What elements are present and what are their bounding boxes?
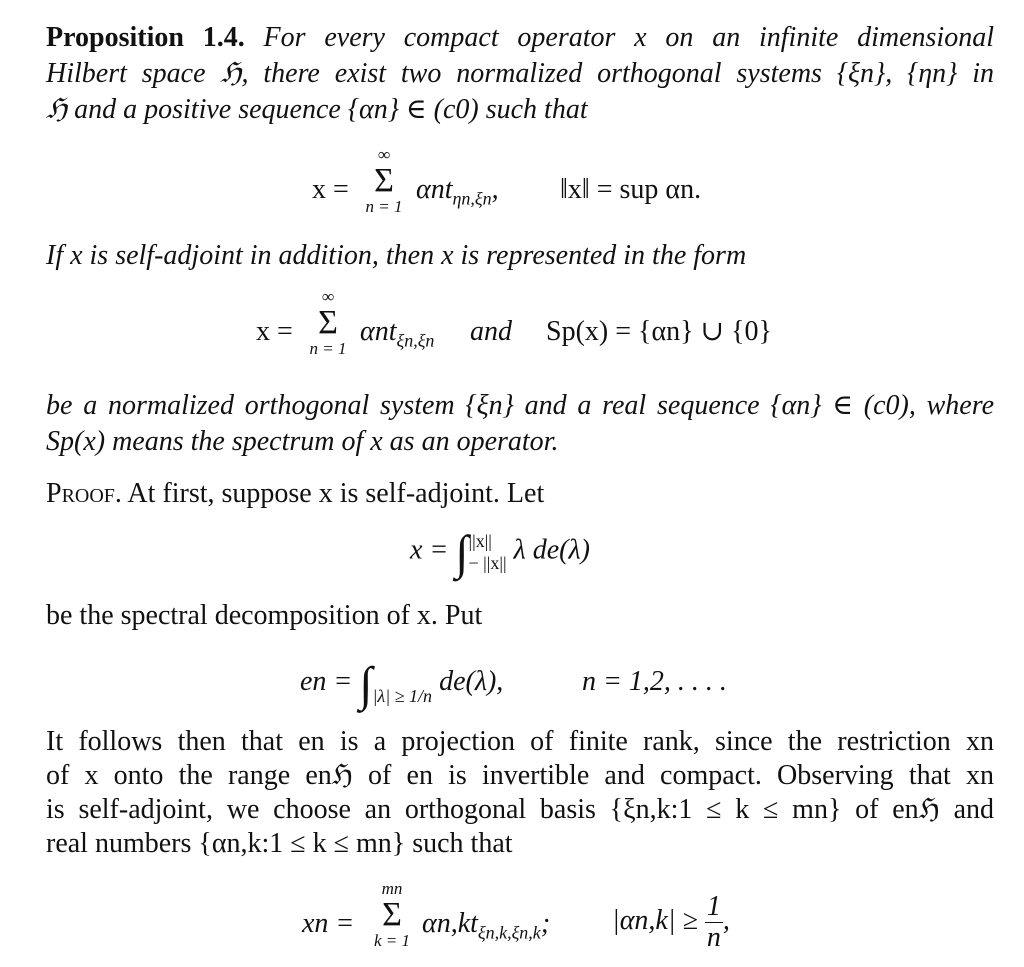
bound-comma: , xyxy=(722,904,730,936)
equation-2-lhs: x = xyxy=(256,316,293,347)
equation-3-lhs: x = xyxy=(410,534,449,566)
term-comma: , xyxy=(491,174,499,205)
proposition-line-2: Hilbert space ℌ, there exist two normalized orthogonal systems {ξn}, {ηn} in xyxy=(46,58,994,89)
proof-text: At first, suppose x is self-adjoint. Let xyxy=(127,478,545,509)
paragraph-line-4: real numbers {αn,k:1 ≤ k ≤ mn} such that xyxy=(46,828,513,859)
equation-4-index: n = 1,2, . . . . xyxy=(582,666,727,697)
equation-4-rest: de(λ), xyxy=(439,666,504,697)
proof-line xyxy=(46,476,544,511)
proposition-line-1 xyxy=(46,20,994,55)
equation-3 xyxy=(410,526,590,580)
equation-2-spectrum: Sp(x) = {αn} ∪ {0} xyxy=(546,316,772,347)
spectral-line: be the spectral decomposition of x. Put xyxy=(46,600,483,631)
term-main: αnt xyxy=(360,316,397,347)
paragraph-line-1: It follows then that en is a projection of finite rank, since the restriction xn xyxy=(46,726,994,757)
normalized-line-1: be a normalized orthogonal system {ξn} and a real sequence {αn} ∈ (c0), where xyxy=(46,390,994,421)
equation-5-bound xyxy=(612,892,730,953)
sum-upper-limit: ∞ xyxy=(377,145,391,164)
integral-bounds xyxy=(468,530,506,574)
equation-5-term xyxy=(422,906,550,941)
sum-upper-limit: ∞ xyxy=(321,287,335,306)
paragraph-line-3: is self-adjoint, we choose an orthogonal basis {ξn,k:1 ≤ k ≤ mn} of enℌ and xyxy=(46,794,994,825)
sum-symbol: Σ xyxy=(382,896,402,933)
integral-lower: |λ| ≥ 1/n xyxy=(372,686,433,706)
sum-symbol: Σ xyxy=(374,162,394,199)
fraction xyxy=(705,892,723,953)
proof-label: Proof. xyxy=(46,478,122,509)
equation-2-term xyxy=(360,314,434,349)
integral-upper: ||x|| xyxy=(468,531,492,551)
equation-1-lhs: x = xyxy=(312,174,349,205)
equation-2-and: and xyxy=(470,316,512,347)
integral-symbol: ∫ xyxy=(455,526,469,580)
proposition-label: Proposition 1.4. xyxy=(46,22,245,53)
term-semicolon: ; xyxy=(540,908,551,939)
paragraph-line-2: of x onto the range enℌ of en is invertible and compact. Observing that xn xyxy=(46,760,994,791)
equation-4-lhs: en = xyxy=(300,666,353,697)
term-subscript: ηn,ξn xyxy=(452,188,492,209)
proposition-text-1: For every compact operator x on an infinite dimensional xyxy=(263,22,994,53)
fraction-denominator: n xyxy=(706,922,721,953)
sum-symbol: Σ xyxy=(318,304,338,341)
integral-lower: − ||x|| xyxy=(468,553,507,573)
fraction-numerator: 1 xyxy=(706,891,721,922)
term-subscript: ξn,k,ξn,k xyxy=(477,922,541,943)
integral-symbol: ∫ xyxy=(359,658,373,711)
equation-1-sum xyxy=(364,146,404,216)
equation-3-rest: λ de(λ) xyxy=(513,534,590,566)
equation-4 xyxy=(300,658,504,714)
term-subscript: ξn,ξn xyxy=(396,330,435,351)
abs-value: |αn,k| ≥ xyxy=(612,904,698,936)
equation-5-lhs: xn = xyxy=(302,908,355,939)
sum-lower-limit: k = 1 xyxy=(373,931,411,950)
equation-5-sum xyxy=(372,880,412,950)
sum-lower-limit: n = 1 xyxy=(309,339,347,358)
equation-1-norm: ‖x‖ = sup αn. xyxy=(560,174,702,205)
equation-2-sum xyxy=(308,288,348,358)
term-main: αnt xyxy=(416,174,453,205)
self-adjoint-line: If x is self-adjoint in addition, then x is represented in the form xyxy=(46,240,747,271)
sum-lower-limit: n = 1 xyxy=(365,197,403,216)
sum-upper-limit: mn xyxy=(381,879,403,898)
term-main: αn,kt xyxy=(422,908,478,939)
proposition-line-3: ℌ and a positive sequence {αn} ∈ (c0) such that xyxy=(46,94,588,125)
equation-1-term xyxy=(416,172,499,207)
normalized-line-2: Sp(x) means the spectrum of x as an operator. xyxy=(46,426,559,457)
